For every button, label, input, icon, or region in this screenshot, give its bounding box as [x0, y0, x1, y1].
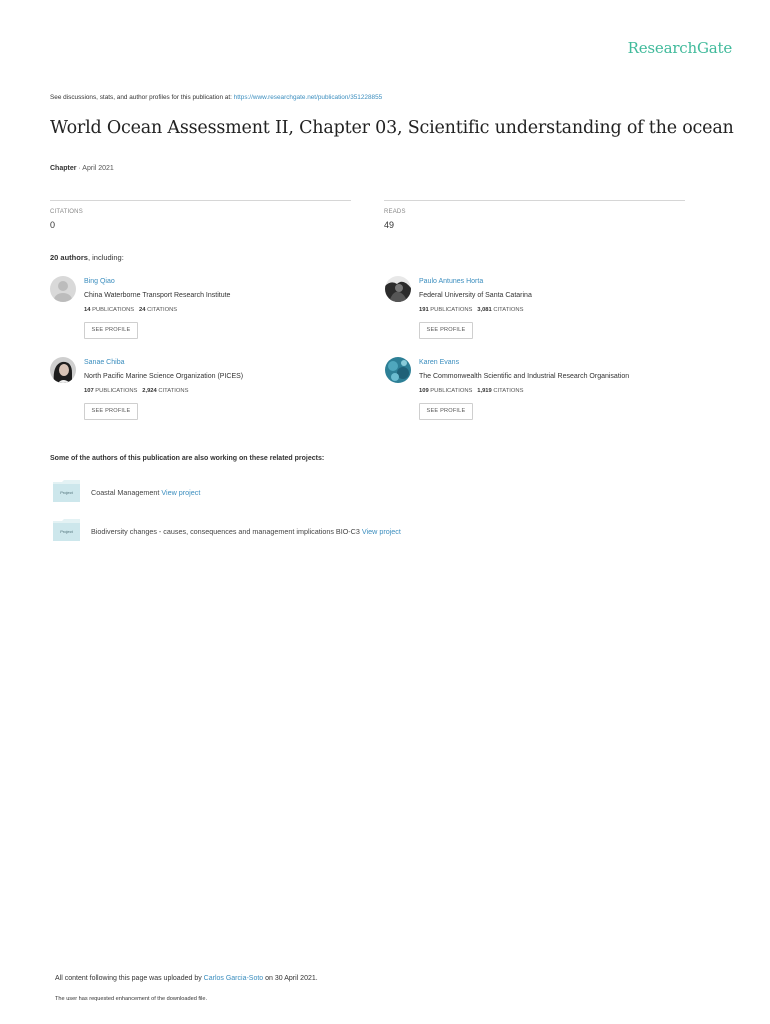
- publications-count: 109: [419, 388, 429, 394]
- publications-label: PUBLICATIONS: [95, 388, 138, 394]
- citations-label: CITATIONS: [493, 388, 524, 394]
- project-item: [50, 519, 710, 549]
- upload-notice: [55, 975, 318, 982]
- avatar[interactable]: [385, 357, 411, 383]
- upload-prefix: All content following this page was uploaded by: [55, 975, 202, 982]
- avatar[interactable]: [385, 276, 411, 302]
- citations-value: 0: [50, 220, 56, 230]
- avatar[interactable]: [50, 276, 76, 302]
- publications-count: 191: [419, 307, 429, 313]
- author-institution: North Pacific Marine Science Organization (PICES): [84, 373, 244, 380]
- related-projects-heading: Some of the authors of this publication are also working on these related projects:: [50, 455, 325, 462]
- see-profile-button[interactable]: SEE PROFILE: [419, 322, 473, 339]
- publications-count: 107: [84, 388, 94, 394]
- publications-label: PUBLICATIONS: [430, 307, 473, 313]
- profile-photo-icon: [385, 357, 411, 383]
- authors-count: 20 authors: [50, 253, 88, 262]
- discussions-text: See discussions, stats, and author profiles for this publication at:: [50, 94, 232, 101]
- stats-divider-right: [384, 200, 685, 201]
- author-stats: [419, 307, 523, 313]
- upload-suffix: on 30 April 2021.: [265, 975, 318, 982]
- author-name[interactable]: Karen Evans: [419, 359, 460, 366]
- author-name[interactable]: Bing Qiao: [84, 278, 115, 285]
- reads-value: 49: [384, 220, 395, 230]
- publication-type: Chapter: [50, 165, 77, 172]
- authors-heading: [50, 253, 124, 262]
- avatar[interactable]: [50, 357, 76, 383]
- citations-label: CITATIONS: [158, 388, 189, 394]
- project-name: Biodiversity changes - causes, consequences and management implications BIO-C3: [91, 527, 360, 536]
- publication-date: · April 2021: [78, 165, 114, 172]
- citations-label: CITATIONS: [493, 307, 524, 313]
- author-institution: Federal University of Santa Catarina: [419, 292, 532, 299]
- project-folder-label: Project: [60, 490, 73, 495]
- project-folder-label: Project: [60, 529, 73, 534]
- citations-count: 3,081: [477, 307, 492, 313]
- profile-photo-icon: [50, 357, 76, 383]
- enhancement-note: The user has requested enhancement of the downloaded file.: [55, 996, 208, 1002]
- publication-url-link[interactable]: https://www.researchgate.net/publication/351228855: [233, 94, 383, 101]
- author-name[interactable]: Paulo Antunes Horta: [419, 278, 484, 285]
- reads-label: READS: [384, 209, 406, 215]
- publications-count: 14: [84, 307, 91, 313]
- author-institution: China Waterborne Transport Research Institute: [84, 292, 231, 299]
- project-name: Coastal Management: [91, 488, 160, 497]
- see-profile-button[interactable]: SEE PROFILE: [419, 403, 473, 420]
- see-profile-button[interactable]: SEE PROFILE: [84, 403, 138, 420]
- authors-suffix: , including:: [87, 253, 124, 262]
- author-stats: [84, 307, 177, 313]
- project-item: [50, 480, 710, 510]
- citations-count: 2,924: [142, 388, 157, 394]
- author-stats: [84, 388, 188, 394]
- author-name[interactable]: Sanae Chiba: [84, 359, 125, 366]
- view-project-link[interactable]: View project: [361, 527, 401, 536]
- publications-label: PUBLICATIONS: [430, 388, 473, 394]
- stats-divider-left: [50, 200, 351, 201]
- publications-label: PUBLICATIONS: [92, 307, 135, 313]
- author-card: [50, 276, 350, 346]
- citations-label: CITATIONS: [147, 307, 178, 313]
- author-stats: [419, 388, 523, 394]
- citations-count: 1,919: [477, 388, 492, 394]
- discussions-line: [50, 94, 382, 101]
- author-card: [385, 276, 685, 346]
- default-avatar-icon: [50, 276, 76, 302]
- project-text: [91, 527, 401, 536]
- publication-meta: [50, 165, 114, 172]
- view-project-link[interactable]: View project: [161, 488, 201, 497]
- author-card: [385, 357, 685, 427]
- profile-photo-icon: [385, 276, 411, 302]
- citations-count: 24: [139, 307, 146, 313]
- see-profile-button[interactable]: SEE PROFILE: [84, 322, 138, 339]
- publication-title: World Ocean Assessment II, Chapter 03, Scientific understanding of the ocean: [50, 118, 734, 138]
- researchgate-logo[interactable]: ResearchGate: [627, 39, 732, 57]
- project-text: [91, 488, 200, 497]
- uploader-link[interactable]: Carlos Garcia-Soto: [203, 975, 264, 982]
- author-card: [50, 357, 350, 427]
- author-institution: The Commonwealth Scientific and Industrial Research Organisation: [419, 373, 630, 380]
- citations-label: CITATIONS: [50, 209, 83, 215]
